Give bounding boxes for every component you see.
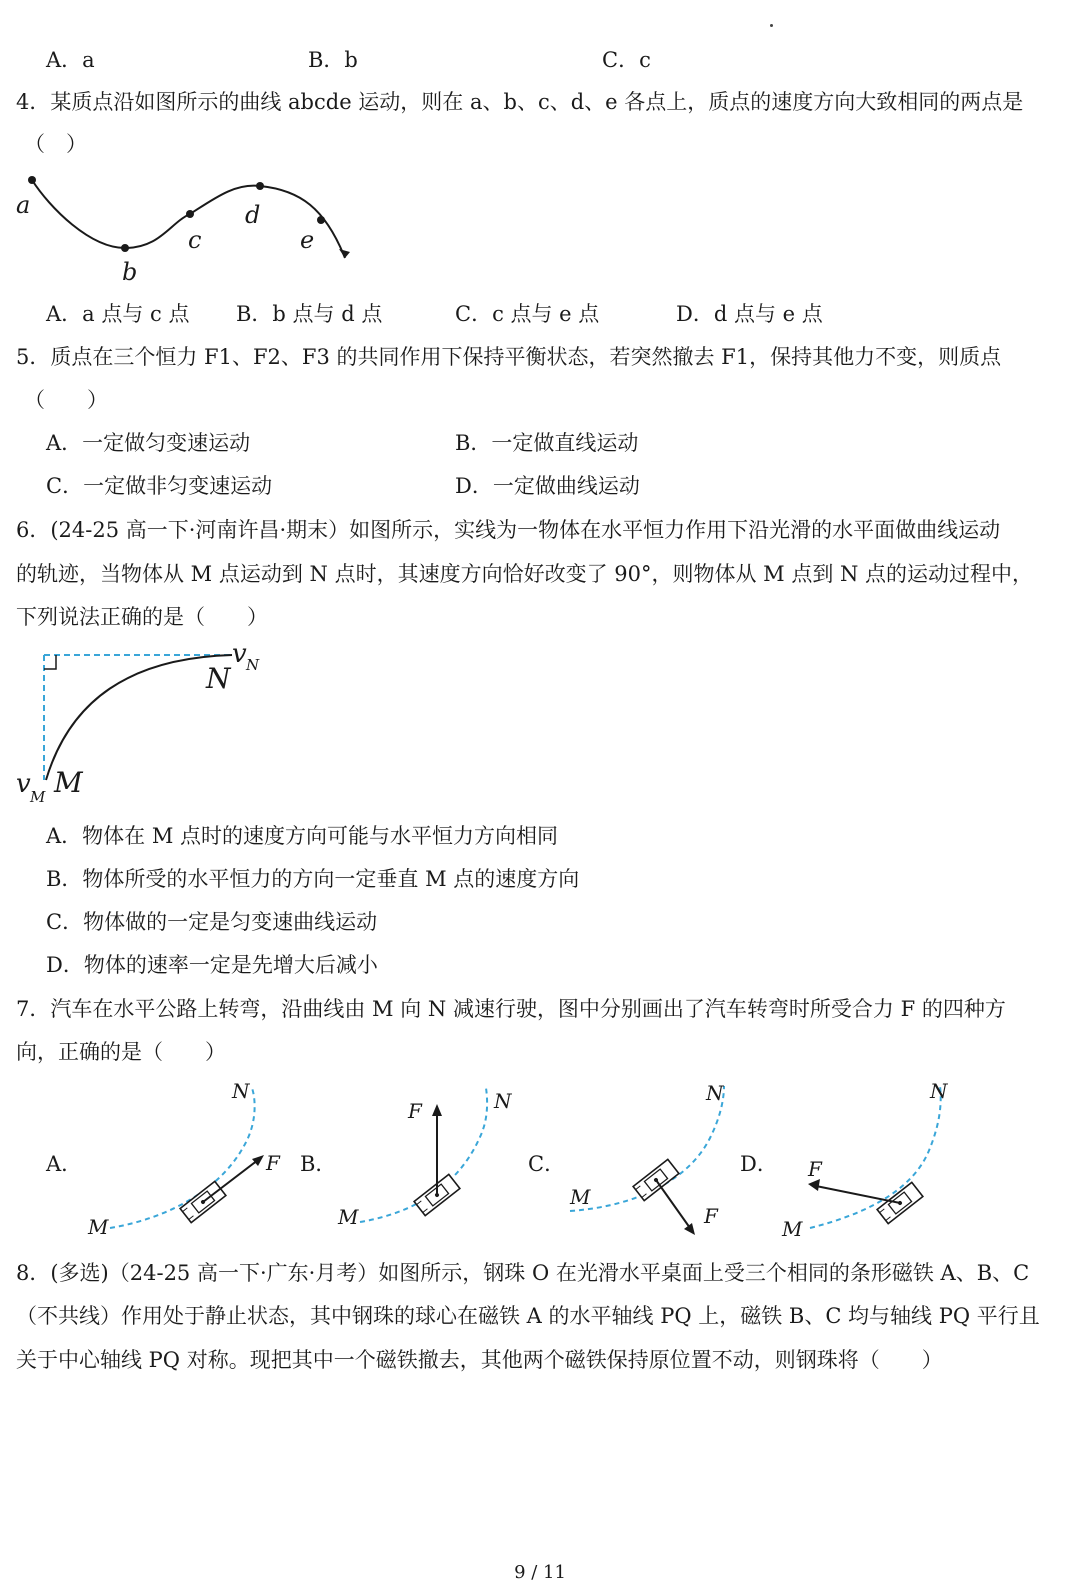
q6-label-N: N [206, 662, 231, 695]
q6-label-vN-sub: N [246, 656, 260, 674]
q7b-label-M: M [338, 1205, 359, 1229]
q6-label-M: M [54, 766, 83, 799]
q3-option-c: C．c [602, 48, 651, 72]
q4-label-d: d [245, 201, 261, 229]
stray-mark [770, 24, 773, 27]
q7d-label-F: F [808, 1157, 822, 1181]
q4-option-d: D．d 点与 e 点 [676, 302, 823, 326]
q5-option-c: C．一定做非匀变速运动 [46, 474, 273, 498]
q4-curve-figure [10, 168, 370, 293]
q6-stem-line2: 的轨迹，当物体从 M 点运动到 N 点时，其速度方向恰好改变了 90°，则物体从 M 点到 N 点的运动过程中， [16, 562, 1034, 586]
q7d-label-N: N [930, 1079, 948, 1103]
q4-label-c: c [188, 226, 202, 254]
q6-option-d: D．物体的速率一定是先增大后减小 [46, 953, 378, 977]
q4-label-b: b [122, 258, 138, 286]
q6-option-a: A．物体在 M 点时的速度方向可能与水平恒力方向相同 [46, 824, 559, 848]
q6-label-vM: v [16, 769, 31, 799]
q3-option-b: B．b [308, 48, 358, 72]
q5-option-d: D．一定做曲线运动 [455, 474, 640, 498]
q4-label-a: a [16, 191, 31, 219]
q7c-label-F: F [704, 1204, 718, 1228]
q6-option-b: B．物体所受的水平恒力的方向一定垂直 M 点的速度方向 [46, 867, 580, 891]
q7a-label-M: M [88, 1215, 109, 1239]
q6-stem-line1: 6．(24-25 高一下·河南许昌·期末）如图所示，实线为一物体在水平恒力作用下沿光滑的水平面做曲线运动 [16, 518, 1001, 542]
q7-option-b: B． [300, 1152, 337, 1176]
q7-stem-line2: 向，正确的是（ ） [16, 1040, 226, 1064]
q6-stem-line3: 下列说法正确的是（ ） [16, 605, 268, 629]
q7-stem-line1: 7．汽车在水平公路上转弯，沿曲线由 M 向 N 减速行驶，图中分别画出了汽车转弯时所受合力 F 的四种方 [16, 997, 1006, 1021]
q7-figure-d [770, 1078, 970, 1248]
q7-option-d: D． [740, 1152, 778, 1176]
q5-option-b: B．一定做直线运动 [455, 431, 639, 455]
q4-label-e: e [300, 226, 315, 254]
q7-figure-c [560, 1078, 740, 1243]
q7b-label-F: F [408, 1099, 422, 1123]
q8-stem-line3: 关于中心轴线 PQ 对称。现把其中一个磁铁撤去，其他两个磁铁保持原位置不动，则钢珠将（ ） [16, 1348, 943, 1372]
q7a-label-F: F [266, 1151, 280, 1175]
q3-option-a: A．a [46, 48, 95, 72]
q7-figure-b [330, 1082, 520, 1242]
q6-label-vM-sub: M [30, 788, 46, 806]
q7-figure-a [80, 1078, 300, 1246]
q4-option-c: C．c 点与 e 点 [455, 302, 600, 326]
q8-stem-line1: 8．(多选)（24-25 高一下·广东·月考）如图所示，钢珠 O 在光滑水平桌面上受三个相同的条形磁铁 A、B、C [16, 1261, 1030, 1285]
page-number: 9 / 11 [514, 1562, 566, 1583]
q7-option-c: C． [528, 1152, 566, 1176]
q7d-label-M: M [782, 1217, 803, 1241]
q4-stem-line1: 4．某质点沿如图所示的曲线 abcde 运动，则在 a、b、c、d、e 各点上，质点的速度方向大致相同的两点是 [16, 90, 1024, 114]
q6-option-c: C．物体做的一定是匀变速曲线运动 [46, 910, 378, 934]
q6-trajectory-figure [10, 640, 280, 810]
q7a-label-N: N [232, 1079, 250, 1103]
q5-option-a: A．一定做匀变速运动 [46, 431, 251, 455]
q7c-label-M: M [570, 1185, 591, 1209]
q4-stem-line2: （ ） [24, 132, 87, 156]
q6-label-vN: v [232, 640, 247, 669]
q8-stem-line2: （不共线）作用处于静止状态，其中钢珠的球心在磁铁 A 的水平轴线 PQ 上，磁铁 B、C 均与轴线 PQ 平行且 [16, 1304, 1040, 1328]
q5-stem-line1: 5．质点在三个恒力 F1、F2、F3 的共同作用下保持平衡状态，若突然撤去 F1，保持其他力不变，则质点 [16, 345, 1002, 369]
q7-option-a: A． [46, 1152, 83, 1176]
q4-option-b: B．b 点与 d 点 [236, 302, 383, 326]
q7c-label-N: N [706, 1081, 724, 1105]
q5-stem-line2: （ ） [24, 388, 108, 412]
q7b-label-N: N [494, 1089, 512, 1113]
q4-option-a: A．a 点与 c 点 [46, 302, 190, 326]
